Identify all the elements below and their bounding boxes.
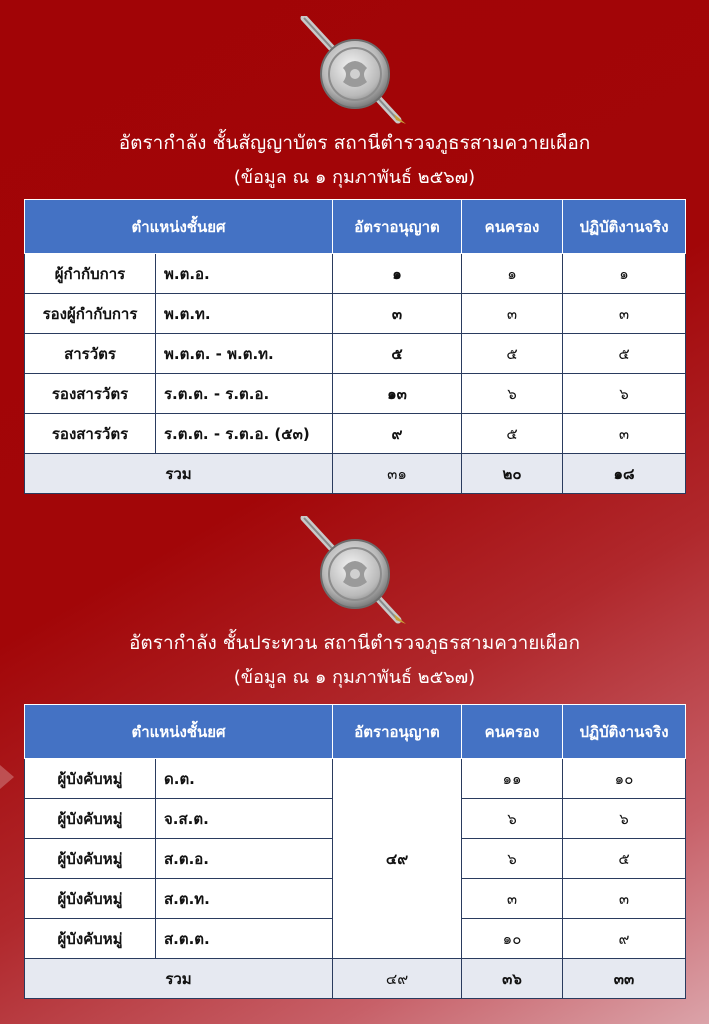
table-row xyxy=(25,374,686,414)
total-actual: ๓๓ xyxy=(563,959,686,999)
position-cell: สารวัตร xyxy=(25,334,156,374)
total-actual: ๑๘ xyxy=(563,454,686,494)
section2-title: อัตรากำลัง ชั้นประทวน สถานีตำรวจภูธรสามควายเผือก xyxy=(129,632,580,654)
actual-cell: ๓ xyxy=(563,879,686,919)
rank-cell: ร.ต.ต. - ร.ต.อ. xyxy=(156,374,333,414)
total-row xyxy=(25,454,686,494)
table-header-row xyxy=(25,200,686,254)
allowed-cell: ๑๓ xyxy=(333,374,462,414)
position-cell: ผู้บังคับหมู่ xyxy=(25,799,156,839)
table-row xyxy=(25,759,686,799)
police-emblem-icon xyxy=(298,16,410,126)
position-cell: รองสารวัตร xyxy=(25,374,156,414)
total-holding: ๒๐ xyxy=(462,454,563,494)
rank-cell: พ.ต.ท. xyxy=(156,294,333,334)
holding-cell: ๑๐ xyxy=(462,919,563,959)
holding-cell: ๕ xyxy=(462,414,563,454)
position-cell: ผู้กำกับการ xyxy=(25,254,156,294)
allowed-cell: ๙ xyxy=(333,414,462,454)
header-holding: คนครอง xyxy=(462,200,563,254)
header-position: ตำแหน่งชั้นยศ xyxy=(25,200,333,254)
allowed-cell: ๓ xyxy=(333,294,462,334)
allowed-merged-cell: ๔๙ xyxy=(333,759,462,959)
actual-cell: ๖ xyxy=(563,799,686,839)
actual-cell: ๓ xyxy=(563,294,686,334)
section1-subtitle: (ข้อมูล ณ ๑ กุมภาพันธ์ ๒๕๖๗) xyxy=(233,167,476,188)
header-actual: ปฏิบัติงานจริง xyxy=(563,200,686,254)
position-cell: ผู้บังคับหมู่ xyxy=(25,879,156,919)
actual-cell: ๙ xyxy=(563,919,686,959)
actual-cell: ๖ xyxy=(563,374,686,414)
rank-cell: ส.ต.ท. xyxy=(156,879,333,919)
section2-subtitle: (ข้อมูล ณ ๑ กุมภาพันธ์ ๒๕๖๗) xyxy=(233,667,476,688)
position-cell: ผู้บังคับหมู่ xyxy=(25,839,156,879)
officer-table xyxy=(24,199,686,494)
total-allowed: ๓๑ xyxy=(333,454,462,494)
actual-cell: ๕ xyxy=(563,334,686,374)
actual-cell: ๕ xyxy=(563,839,686,879)
rank-cell: จ.ส.ต. xyxy=(156,799,333,839)
rank-cell: ร.ต.ต. - ร.ต.อ. (๕๓) xyxy=(156,414,333,454)
holding-cell: ๖ xyxy=(462,839,563,879)
rank-cell: ส.ต.อ. xyxy=(156,839,333,879)
rank-cell: พ.ต.อ. xyxy=(156,254,333,294)
actual-cell: ๑๐ xyxy=(563,759,686,799)
rank-cell: ส.ต.ต. xyxy=(156,919,333,959)
total-label: รวม xyxy=(25,454,333,494)
rank-cell: ด.ต. xyxy=(156,759,333,799)
holding-cell: ๕ xyxy=(462,334,563,374)
noncom-table xyxy=(24,704,686,999)
header-holding: คนครอง xyxy=(462,705,563,759)
table-row xyxy=(25,254,686,294)
police-emblem-icon xyxy=(298,516,410,626)
table-row xyxy=(25,334,686,374)
allowed-cell: ๕ xyxy=(333,334,462,374)
position-cell: ผู้บังคับหมู่ xyxy=(25,919,156,959)
header-position: ตำแหน่งชั้นยศ xyxy=(25,705,333,759)
table-row xyxy=(25,414,686,454)
allowed-cell: ๑ xyxy=(333,254,462,294)
section1-title: อัตรากำลัง ชั้นสัญญาบัตร สถานีตำรวจภูธรสามควายเผือก xyxy=(118,132,591,154)
position-cell: ผู้บังคับหมู่ xyxy=(25,759,156,799)
header-allowed: อัตราอนุญาต xyxy=(333,200,462,254)
actual-cell: ๓ xyxy=(563,414,686,454)
table-header-row xyxy=(25,705,686,759)
actual-cell: ๑ xyxy=(563,254,686,294)
total-row xyxy=(25,959,686,999)
table-row xyxy=(25,294,686,334)
position-cell: รองผู้กำกับการ xyxy=(25,294,156,334)
total-label: รวม xyxy=(25,959,333,999)
holding-cell: ๖ xyxy=(462,374,563,414)
total-holding: ๓๖ xyxy=(462,959,563,999)
rank-cell: พ.ต.ต. - พ.ต.ท. xyxy=(156,334,333,374)
holding-cell: ๑๑ xyxy=(462,759,563,799)
holding-cell: ๓ xyxy=(462,879,563,919)
holding-cell: ๖ xyxy=(462,799,563,839)
decorative-arrow xyxy=(0,765,14,789)
position-cell: รองสารวัตร xyxy=(25,414,156,454)
holding-cell: ๓ xyxy=(462,294,563,334)
header-actual: ปฏิบัติงานจริง xyxy=(563,705,686,759)
holding-cell: ๑ xyxy=(462,254,563,294)
total-allowed: ๔๙ xyxy=(333,959,462,999)
header-allowed: อัตราอนุญาต xyxy=(333,705,462,759)
